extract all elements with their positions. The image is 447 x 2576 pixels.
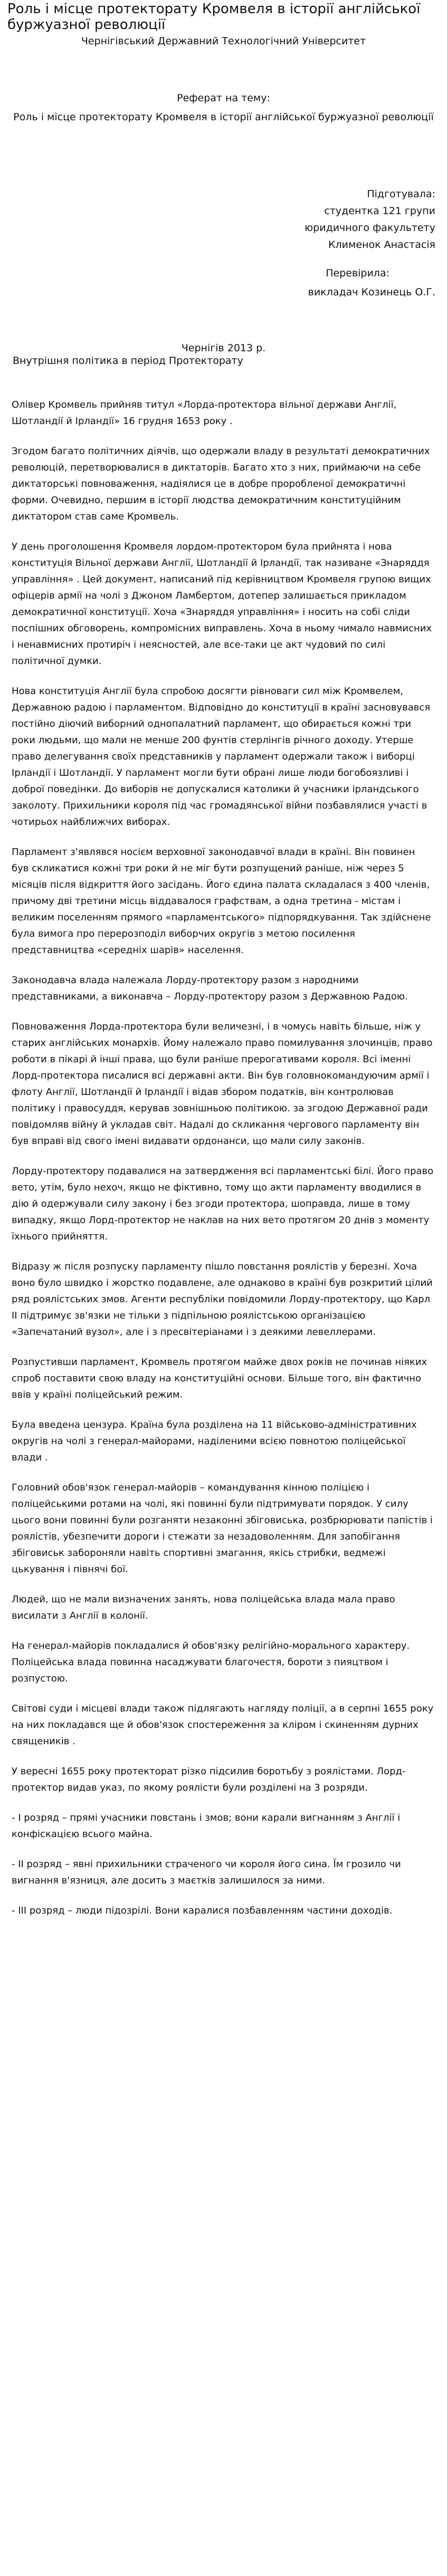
paragraph: Головний обов'язок генерал-майорів – командування кінною поліцією і поліцейськими ротами на чолі, які повинні були підтримувати порядок. У силу цього вони повинні були розганяти незаконні збіговиська, розбрюрювати папістів і роялістів, убезпечити дороги і стежати за незадоволенням. Для запобігання збіговиськ забороняли навіть спортивні змагання, якісь стрибки, ведмежі цькування і півнячі бої. [12, 1482, 433, 1575]
paragraph: Світові суди і місцеві влади також підлягають нагляду поліції, а в серпні 1655 року на них покладався ще й обов'язок спостереження за кліром і скиненням дурних священиків . [12, 1703, 434, 1747]
paragraph: Повноваження Лорда-протектора були величезні, і в чомусь навіть більше, ніж у старих англійських монархів. Йому належало право помилування злочинців, право роботи в пікарі й інші права, що були раніше прерогативами короля. Всі іменні Лорд-протектора писалися всі державні акти. Він був головнокомандуючим армії і флоту Англії, Шотландії й Ірландії і відав збором податків, він контролював політику і правосуддя, керував зовнішньою політикою. за згодою Державної ради повідомляв війну й укладав світ. Надалі до скликання чергового парламенту він був вправі від свого імені видавати ордонанси, що мали силу законів. [12, 1021, 433, 1147]
referat-topic: Роль і місце протекторату Кромвеля в історії англійської буржуазної революції [13, 111, 434, 123]
city-year: Чернігів 2013 р. [181, 342, 266, 354]
paragraph: Була введена цензура. Країна була розділена на 11 військово-адміністративних округів на чолі з генерал-майорами, наділеними всією повнотою поліцейської влади . [12, 1419, 417, 1463]
section-title: Внутрішня політика в період Протекторату [13, 355, 243, 367]
paragraph: На генерал-майорів покладалися й обов'язку релігійно-морального характеру. Поліцейська влада повинна насаджувати благочестя, бороти з пияцтвом і розпустою. [12, 1640, 410, 1684]
paragraph: У вересні 1655 року протекторат різко підсилив боротьбу з роялістами. Лорд-протектор видав указ, по якому роялісти були розділені на 3 розряди. [12, 1766, 406, 1793]
paragraph: Олівер Кромвель прийняв титул «Лорда-протектора вільної держави Англії, Шотландії й Ірландії» 16 грудня 1653 року . [12, 399, 397, 427]
paragraph: Лорду-протектору подавалися на затвердження всі парламентські білі. Його право вето, утім, було нехоч, якщо не фіктивно, тому що акти парламенту вводилися в дію й одержували силу закону і без згоди протектора, шоправда, лише в тому випадку, якщо Лорд-протектор не наклав на них вето протягом 20 днів з моменту їхнього прийняття. [12, 1166, 434, 1242]
paragraph: Парламент з'являвся носієм верховної законодавчої влади в країні. Він повинен був скликатися кожні три роки й не міг бути розпущений раніше, ніж через 5 місяців після відкриття його засідань. Його єдина палата складалася з 400 членів, причому дві третини місць віддавалося графствам, а одна третина - містам і великим поселенням прямого «парламентського» підпорядкування. Так здійснене була вимога про перерозподіл виборчих округів з метою посилення представництва «середніх шарів» населення. [12, 847, 431, 956]
teacher-name: викладач Козинець О.Г. [308, 286, 435, 298]
paragraph: Розпустивши парламент, Кромвель протягом майже двох років не починав ніяких спроб поставити свою владу на конституційні основи. Більше того, він фактично ввів у країні поліцейський режим. [12, 1357, 427, 1400]
paragraph: Людей, що не мали визначених занять, нова поліцейська влада мала право висилати з Англії в колонії. [12, 1594, 395, 1621]
paragraph: Нова конституція Англії була спробою досягти рівноваги сил між Кромвелем, Державною радою і парламентом. Відповідно до конституції в країні засновувався постійно діючий виборний однопалатний парламент, що обирається кожні три роки людьми, що мали не менше 200 фунтів стерлінгів річного доходу. Утерше право делегування своїх представників у парламент одержали також і виборці Ірландії і Шотландії. У парламент могли бути обрані лише люди богобоязливі і доброї поведінки. До виборів не допускалися католики й учасники ірландського заколоту. Прихильники короля під час громадянської війни позбавлялися участі в чотирьох найближчих виборах. [12, 686, 431, 828]
paragraph: Відразу ж після розпуску парламенту пішло повстання роялістів у березні. Хоча воно було швидко і жорстко подавлене, але однаково в країні був розкритий цілий ряд роялістських змов. Агенти республіки повідомили Лорду-протектору, що Карл II підтримує зв'язки не тільки з підпільною роялістською організацією «Запечатаний вузол», але і з пресвітеріанами і з деякими левеллерами. [12, 1261, 433, 1338]
paragraph: - І розряд – прямі учасники повстань і змов; вони карали вигнанням з Англії і конфіскацією всього майна. [12, 1812, 401, 1840]
student-group: студентка 121 групи [324, 205, 435, 217]
essay-body [7, 397, 440, 1919]
document-title: Роль і місце протекторату Кромвеля в історії англійської буржуазної революції [7, 1, 421, 33]
university-name: Чернігівський Державний Технологічний Університет [81, 35, 366, 47]
prepared-label: Підготувала: [367, 188, 435, 200]
paragraph: - ІІІ розряд – люди підозрілі. Вони каралися позбавленням частини доходів. [12, 1905, 393, 1916]
paragraph: Законодавча влада належала Лорду-протектору разом з народними представниками, а виконавча – Лорду-протектору разом з Державною Радою. [12, 975, 408, 1002]
faculty: юридичного факультету [305, 222, 435, 234]
referat-label: Реферат на тему: [177, 92, 270, 104]
student-name: Клименок Анастасія [328, 239, 435, 251]
paragraph: - ІІ розряд – явні прихильники страченого чи короля його сина. Їм грозило чи вигнання в'язниця, але досить з маєтків залишилося за ними. [12, 1859, 401, 1886]
checked-label: Перевірила: [326, 267, 389, 279]
paragraph: У день проголошення Кромвеля лордом-протектором була прийнята і нова конституція Вільної держави Англії, Шотландії й Ірландії, так називане «Знаряддя управління» . Цей документ, написаний під керівництвом Кромвеля групою вищих офіцерів армії на чолі з Джоном Ламбертом, дотепер залишається прикладом демократичної конституції. Хоча «Знаряддя управління» і носить на собі сліди поспішних обговорень, компромісних виправлень. Хоча в ньому чимало навмисних і ненавмисних протиріч і неясностей, але все-таки це акт чудовий по силі політичної думки. [12, 541, 432, 667]
paragraph: Згодом багато політичних діячів, що одержали владу в результаті демократичних революцій, перетворювалися в диктаторів. Багато хто з них, приймаючи на себе диктаторські повноваження, надіялися це в добре проробленої демократичні форми. Очевидно, першим в історії людства демократичним конституційним диктатором став саме Кромвель. [12, 446, 430, 522]
